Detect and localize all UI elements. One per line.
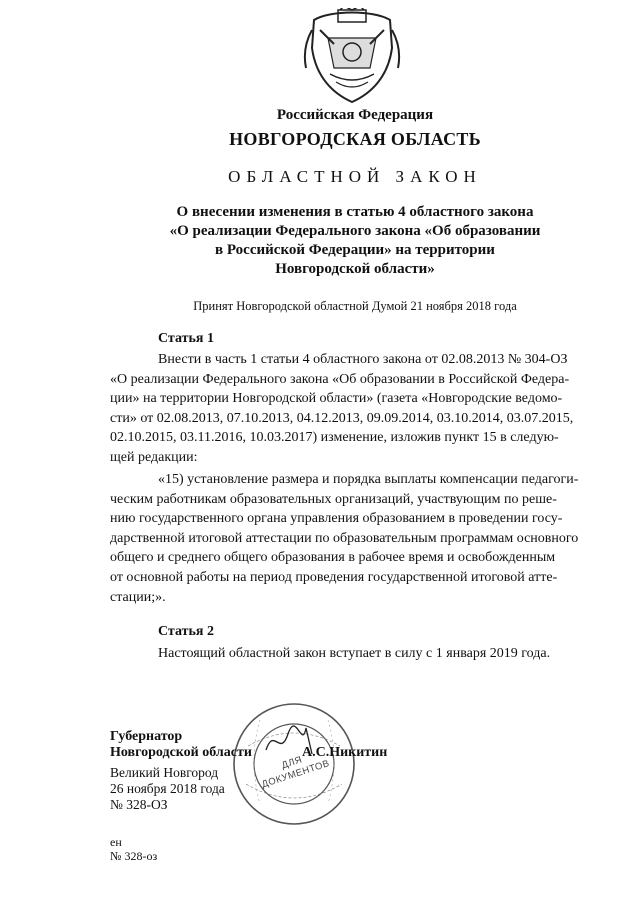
document-details — [110, 765, 225, 813]
city: Великий Новгород — [110, 765, 219, 780]
article-1-heading: Статья 1 — [158, 331, 214, 346]
law-title — [0, 203, 640, 279]
paragraph-line: общего и среднего общего образования в рабочее время и освобожденным — [110, 550, 556, 566]
paragraph-line: Внести в часть 1 статьи 4 областного закона от 02.08.2013 № 304-ОЗ — [158, 352, 568, 367]
paragraph-line: сти» от 02.08.2013, 07.10.2013, 04.12.2013, 09.09.2014, 03.10.2014, 03.07.2015, — [110, 410, 574, 426]
paragraph-line: ческим работникам образовательных организаций, участвующим по реше- — [110, 491, 557, 507]
title-line: «О реализации Федерального закона «Об образовании — [169, 223, 541, 239]
paragraph-line: от основной работы на период проведения государственной итоговой атте- — [110, 569, 558, 585]
coat-of-arms-emblem — [300, 8, 404, 106]
paragraph-line: Настоящий областной закон вступает в силу с 1 января 2019 года. — [158, 646, 551, 661]
article-2-heading: Статья 2 — [158, 624, 214, 639]
law-number: № 328-ОЗ — [110, 797, 168, 812]
article-1-paragraph-2 — [110, 470, 582, 607]
paragraph-line: «О реализации Федерального закона «Об образовании в Российской Федера- — [110, 371, 570, 387]
signatory-position — [110, 729, 252, 761]
article-1-paragraph-1 — [110, 350, 582, 468]
country-heading: Российская Федерация — [276, 107, 434, 123]
position-line: Губернатор — [110, 729, 183, 744]
article-2-paragraph — [110, 644, 582, 664]
footer-note — [110, 835, 157, 863]
signing-date: 26 ноября 2018 года — [110, 781, 225, 796]
paragraph-line: 02.10.2015, 03.11.2016, 10.03.2017) изменение, изложив пункт 15 в следую- — [110, 430, 559, 446]
paragraph-line: щей редакции: — [110, 449, 198, 465]
handwritten-signature — [262, 720, 322, 760]
paragraph-line: нию государственного органа управления образованием в проведении госу- — [110, 511, 563, 527]
paragraph-line: ции» на территории Новгородской области» (газета «Новгородские ведомо- — [110, 391, 563, 407]
region-heading: НОВГОРОДСКАЯ ОБЛАСТЬ — [229, 129, 481, 149]
stamp-center-text: ДЛЯ ДОКУМЕНТОВ — [260, 754, 332, 791]
paragraph-line: дарственной итоговой аттестации по образовательным программам основного — [110, 530, 579, 546]
signatory-name: А.С.Никитин — [302, 745, 388, 760]
position-line: Новгородской области — [110, 745, 252, 760]
document-type-heading: ОБЛАСТНОЙ ЗАКОН — [228, 167, 482, 186]
title-line: в Российской Федерации» на территории — [215, 242, 495, 258]
footer-number: № 328-оз — [110, 849, 158, 863]
title-line: О внесении изменения в статью 4 областного закона — [176, 204, 534, 220]
adoption-note: Принят Новгородской областной Думой 21 ноября 2018 года — [193, 299, 517, 313]
paragraph-line: стации;». — [110, 589, 166, 605]
executor-initials: ен — [110, 835, 122, 849]
paragraph-line: «15) установление размера и порядка выплаты компенсации педагоги- — [158, 472, 579, 487]
title-line: Новгородской области» — [275, 261, 435, 277]
